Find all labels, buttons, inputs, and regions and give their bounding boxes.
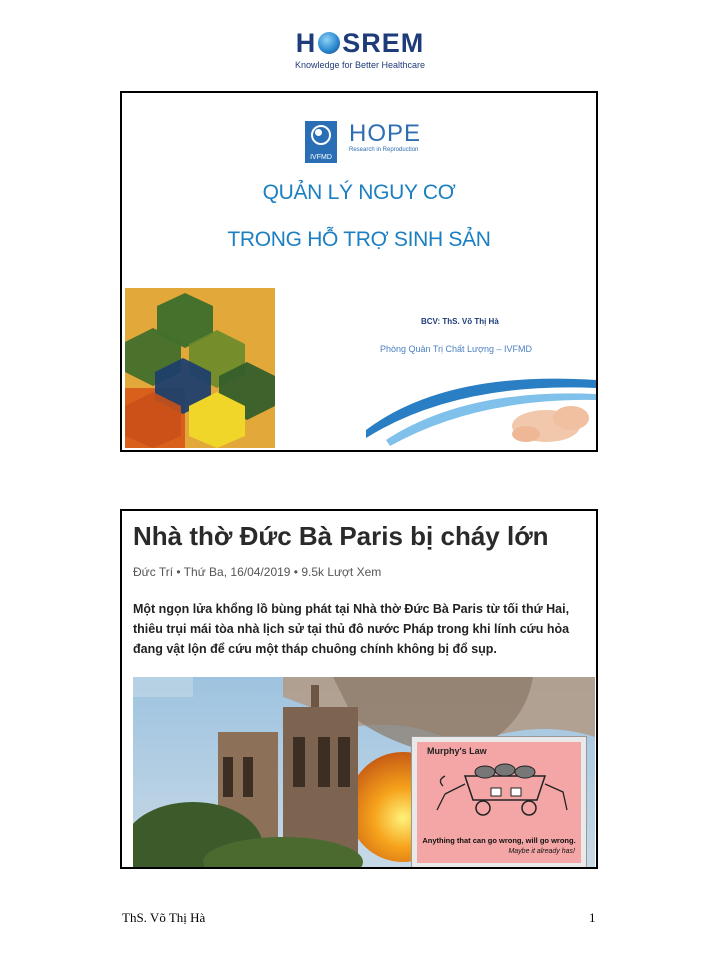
slide-logos [305,121,421,163]
hosrem-logo [0,28,720,70]
slide-title-line-2: TRONG HỖ TRỢ SINH SẢN [227,228,491,251]
wave-graphic [366,360,596,450]
department-name: Phòng Quản Trị Chất Lượng – IVFMD [380,344,532,354]
page-number: 1 [589,910,596,925]
cart-cartoon-icon [425,758,575,820]
news-meta: Đức Trí • Thứ Ba, 16/04/2019 • 9.5k Lượt Xem [133,565,382,579]
ivfmd-logo [305,121,337,163]
murphy-title: Murphy's Law [427,746,487,756]
globe-icon [318,32,340,54]
slide-title-line-1: QUẢN LÝ NGUY CƠ [262,181,456,204]
hope-tagline: Research in Reproduction [349,147,419,153]
ivfmd-circle-icon [311,125,331,145]
hope-wordmark: HOPE [349,120,422,147]
presenter-name: BCV: ThS. Võ Thị Hà [421,317,499,326]
footer-author: ThS. Võ Thị Hà [122,910,206,925]
murphy-law-subtext: Maybe it already has! [508,848,575,855]
hope-logo [349,121,421,153]
slide-title [120,91,598,452]
news-headline: Nhà thờ Đức Bà Paris bị cháy lớn [133,521,549,551]
hosrem-wordmark: H SREM [295,28,425,58]
ivfmd-label: IVFMD [310,154,332,161]
murphys-law-card [411,736,587,869]
news-lead: Một ngọn lửa khổng lồ bùng phát tại Nhà thờ Đức Bà Paris từ tối thứ Hai, thiêu trụi mái tòa nhà lịch sử tại thủ đô nước Pháp trong khi lính cứu hỏa đang vật lộn để cứu một tháp chuông chính không bị đổ sụp. [133,602,570,656]
murphy-law-text: Anything that can go wrong, will go wrong. [422,836,576,845]
hexagon-graphic [125,288,275,448]
slide-news [120,509,598,869]
hosrem-tagline: Knowledge for Better Healthcare [294,60,426,70]
